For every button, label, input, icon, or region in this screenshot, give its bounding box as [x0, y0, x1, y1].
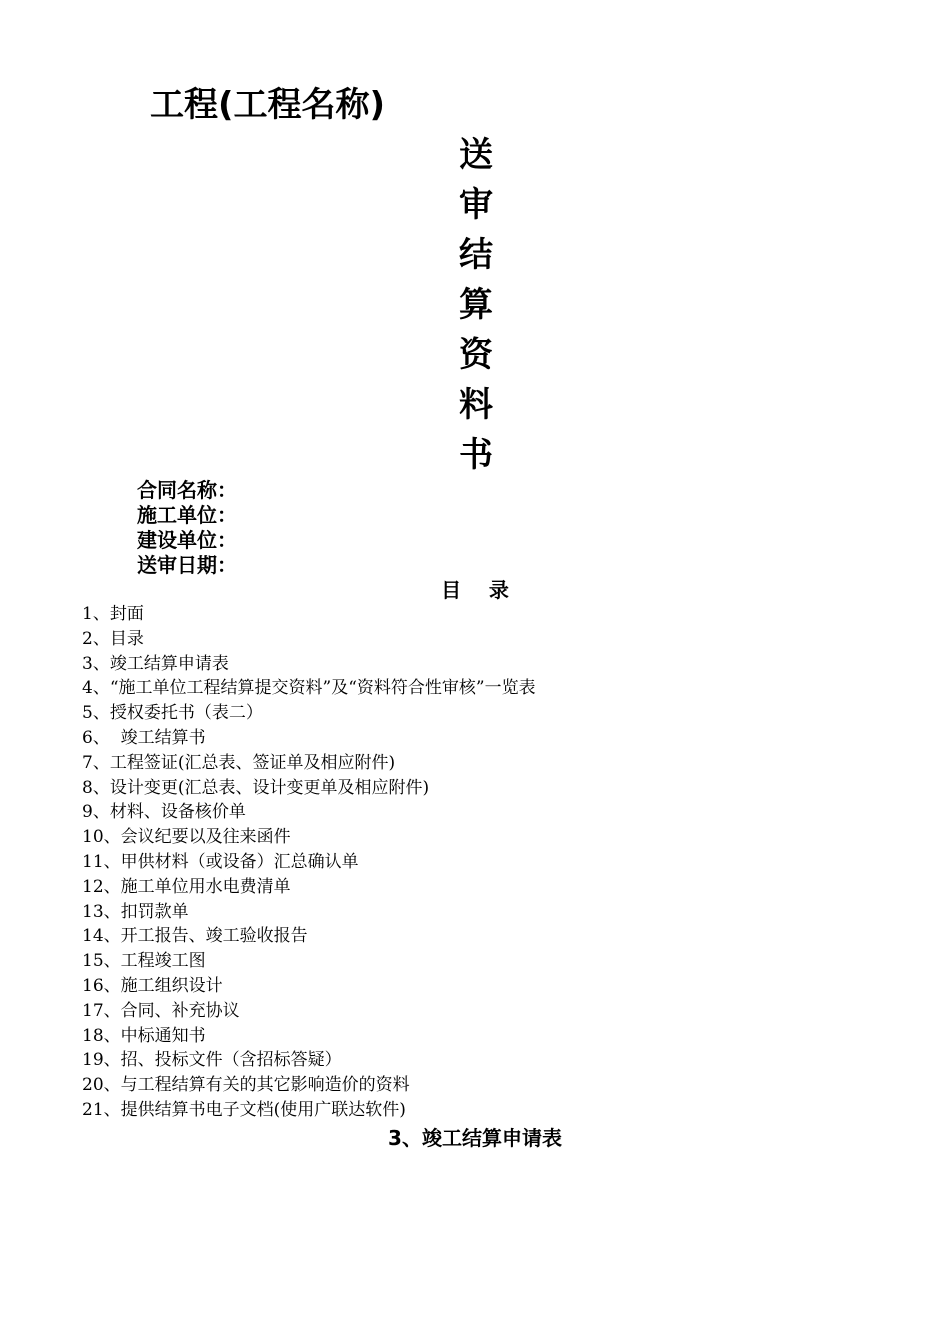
title-char: 送	[459, 135, 493, 175]
cover-info-fields	[137, 478, 237, 578]
owner-unit-label: 建设单位：	[137, 528, 237, 552]
toc-item: 11、甲供材料（或设备）汇总确认单	[82, 851, 359, 872]
title-char: 结	[459, 235, 493, 275]
contract-name-label: 合同名称：	[137, 478, 237, 502]
project-title: 工程(工程名称)	[150, 85, 386, 125]
toc-item: 15、工程竣工图	[82, 951, 206, 972]
toc-item: 20、与工程结算有关的其它影响造价的资料	[82, 1075, 410, 1096]
section-heading: 3、竣工结算申请表	[388, 1126, 562, 1150]
toc-item: 8、设计变更(汇总表、设计变更单及相应附件)	[82, 777, 430, 798]
toc-item: 19、招、投标文件（含招标答疑）	[82, 1050, 342, 1071]
toc-item: 5、授权委托书（表二）	[82, 703, 263, 724]
vertical-document-title	[455, 130, 497, 480]
title-char: 审	[459, 185, 493, 225]
title-char: 料	[459, 385, 493, 425]
toc-item: 6、 竣工结算书	[82, 727, 206, 748]
toc-item: 3、竣工结算申请表	[82, 653, 229, 674]
toc-item: 9、材料、设备核价单	[82, 802, 246, 823]
toc-item: 17、合同、补充协议	[82, 1000, 240, 1021]
toc-item: 18、中标通知书	[82, 1025, 206, 1046]
toc-item: 13、扣罚款单	[82, 901, 189, 922]
title-char: 资	[459, 335, 493, 375]
construction-unit-label: 施工单位：	[137, 503, 237, 527]
toc-item: 4、“施工单位工程结算提交资料”及“资料符合性审核”一览表	[82, 678, 536, 699]
toc-heading: 目 录	[441, 578, 509, 602]
toc-item: 12、施工单位用水电费清单	[82, 876, 291, 897]
toc-list	[82, 602, 536, 1123]
title-char: 算	[459, 285, 493, 325]
toc-item: 2、目录	[82, 628, 144, 649]
title-char: 书	[459, 435, 493, 475]
toc-item: 7、工程签证(汇总表、签证单及相应附件)	[82, 752, 396, 773]
toc-item: 10、会议纪要以及往来函件	[82, 827, 291, 848]
toc-item: 1、封面	[82, 604, 144, 624]
toc-item: 14、开工报告、竣工验收报告	[82, 926, 308, 947]
submission-date-label: 送审日期：	[137, 553, 237, 577]
toc-item: 16、施工组织设计	[82, 975, 223, 996]
toc-item: 21、提供结算书电子文档(使用广联达软件)	[82, 1099, 406, 1120]
